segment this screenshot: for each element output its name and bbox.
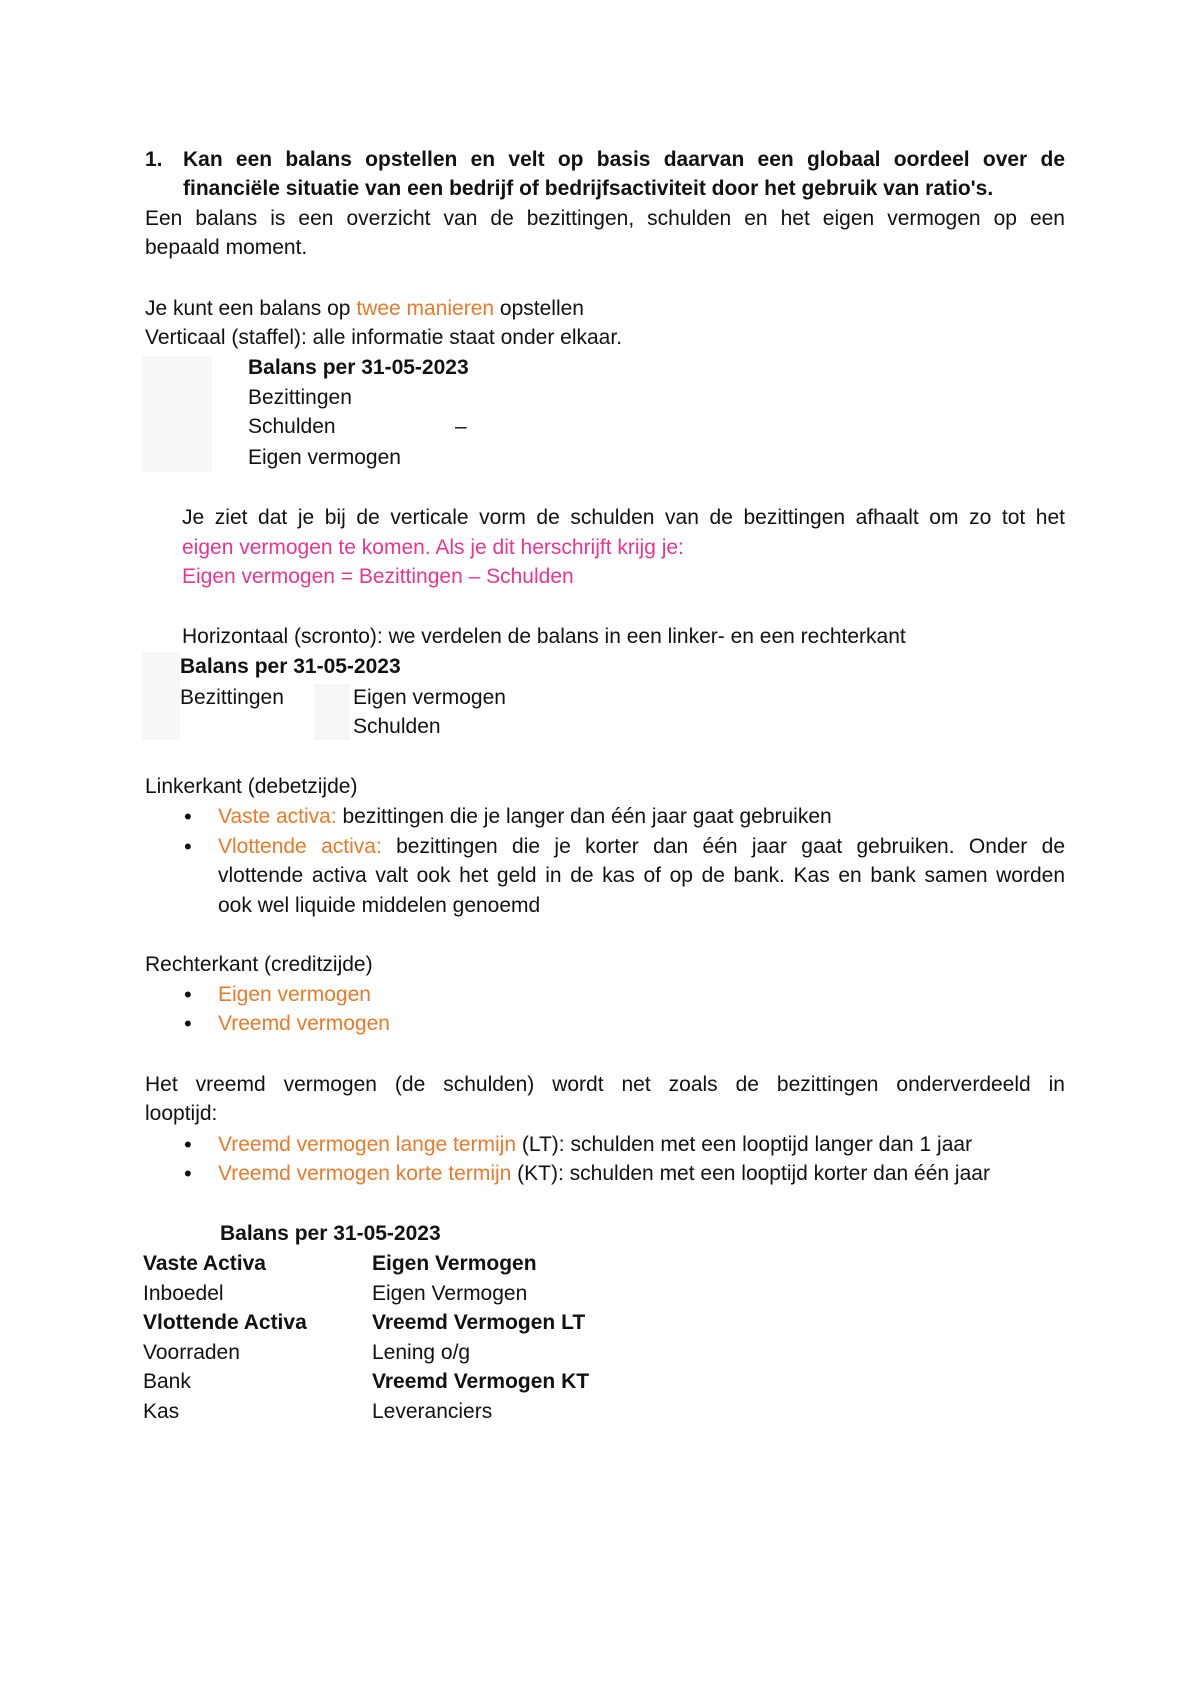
table-cell-left: Voorraden [143, 1341, 240, 1364]
two-ways-prefix: Je kunt een balans op [145, 297, 357, 320]
horizontal-right-schulden: Schulden [353, 715, 441, 738]
foreign-line-1: Het vreemd vermogen (de schulden) wordt net zoals de bezittingen onderverdeeld in [145, 1073, 1065, 1096]
left-bullet-2-line-3: ook wel liquide middelen genoemd [218, 894, 541, 917]
horizontal-balance-title: Balans per 31-05-2023 [180, 655, 401, 678]
foreign-line-2: looptijd: [145, 1102, 218, 1125]
table-cell-left: Inboedel [143, 1282, 224, 1305]
vertical-item-bezittingen: Bezittingen [248, 386, 352, 409]
table-cell-right: Lening o/g [372, 1341, 471, 1364]
lt-label: Vreemd vermogen lange termijn [218, 1133, 517, 1156]
foreign-bullet-kt [218, 1159, 990, 1188]
vaste-activa-text: bezittingen die je langer dan één jaar gaat gebruiken [336, 805, 832, 828]
table-cell-left: Vaste Activa [143, 1252, 266, 1275]
heading-line-2: financiële situatie van een bedrijf of bedrijfsactiviteit door het gebruik van ratio's. [183, 177, 994, 200]
bullet-icon: • [184, 1132, 192, 1157]
left-bullet-2-line-1 [218, 832, 1065, 861]
left-side-title: Linkerkant (debetzijde) [145, 775, 358, 798]
right-bullet-vreemd-vermogen: Vreemd vermogen [218, 1012, 390, 1035]
bullet-icon: • [184, 1011, 192, 1036]
table-cell-left: Kas [143, 1400, 180, 1423]
table-cell-right: Vreemd Vermogen LT [372, 1311, 586, 1334]
kt-label: Vreemd vermogen korte termijn [218, 1162, 512, 1185]
left-bullet-2-line-2: vlottende activa valt ook het geld in de kas of op de bank. Kas en bank samen worden [218, 864, 1065, 887]
faded-table-border [142, 356, 212, 472]
table-cell-right: Vreemd Vermogen KT [372, 1370, 590, 1393]
faded-table-border [314, 684, 350, 740]
right-bullet-eigen-vermogen: Eigen vermogen [218, 983, 371, 1006]
vlottende-activa-text: bezittingen die je korter dan één jaar gaat gebruiken. Onder de [381, 835, 1065, 858]
balance-table-title: Balans per 31-05-2023 [220, 1222, 441, 1245]
two-ways-suffix: opstellen [494, 297, 584, 320]
heading-number: 1. [145, 148, 163, 171]
explanation-line-1: Je ziet dat je bij de verticale vorm de schulden van de bezittingen afhaalt om zo tot het [182, 506, 1065, 529]
table-cell-left: Bank [143, 1370, 191, 1393]
explanation-line-2: eigen vermogen te komen. Als je dit herschrijft krijg je: [182, 536, 684, 559]
foreign-bullet-lt [218, 1130, 972, 1159]
bullet-icon: • [184, 834, 192, 859]
table-cell-right: Leveranciers [372, 1400, 493, 1423]
faded-table-border [142, 652, 180, 740]
vaste-activa-label: Vaste activa: [218, 805, 337, 828]
left-bullet-1 [218, 802, 832, 831]
two-ways-highlight: twee manieren [356, 297, 495, 320]
intro-line-1: Een balans is een overzicht van de bezittingen, schulden en het eigen vermogen op een [145, 207, 1065, 230]
kt-text: (KT): schulden met een looptijd korter dan één jaar [511, 1162, 990, 1185]
heading-line-1: Kan een balans opstellen en velt op basis daarvan een globaal oordeel over de [183, 148, 1065, 171]
table-cell-right: Eigen Vermogen [372, 1282, 528, 1305]
vlottende-activa-label: Vlottende activa: [218, 835, 382, 858]
table-cell-right: Eigen Vermogen [372, 1252, 537, 1275]
vertical-balance-title: Balans per 31-05-2023 [248, 356, 469, 379]
horizontal-intro: Horizontaal (scronto): we verdelen de balans in een linker- en een rechterkant [182, 625, 906, 648]
horizontal-right-eigen-vermogen: Eigen vermogen [353, 686, 506, 709]
bullet-icon: • [184, 1161, 192, 1186]
table-cell-left: Vlottende Activa [143, 1311, 307, 1334]
two-ways-sentence [145, 294, 584, 323]
right-side-title: Rechterkant (creditzijde) [145, 953, 373, 976]
vertical-intro: Verticaal (staffel): alle informatie staat onder elkaar. [145, 326, 623, 349]
bullet-icon: • [184, 804, 192, 829]
intro-line-2: bepaald moment. [145, 236, 308, 259]
formula: Eigen vermogen = Bezittingen – Schulden [182, 565, 574, 588]
vertical-item-schulden: Schulden [248, 415, 336, 438]
horizontal-left-bezittingen: Bezittingen [180, 686, 284, 709]
lt-text: (LT): schulden met een looptijd langer dan 1 jaar [516, 1133, 973, 1156]
bullet-icon: • [184, 982, 192, 1007]
vertical-item-eigen-vermogen: Eigen vermogen [248, 446, 401, 469]
minus-sign: – [455, 415, 467, 438]
